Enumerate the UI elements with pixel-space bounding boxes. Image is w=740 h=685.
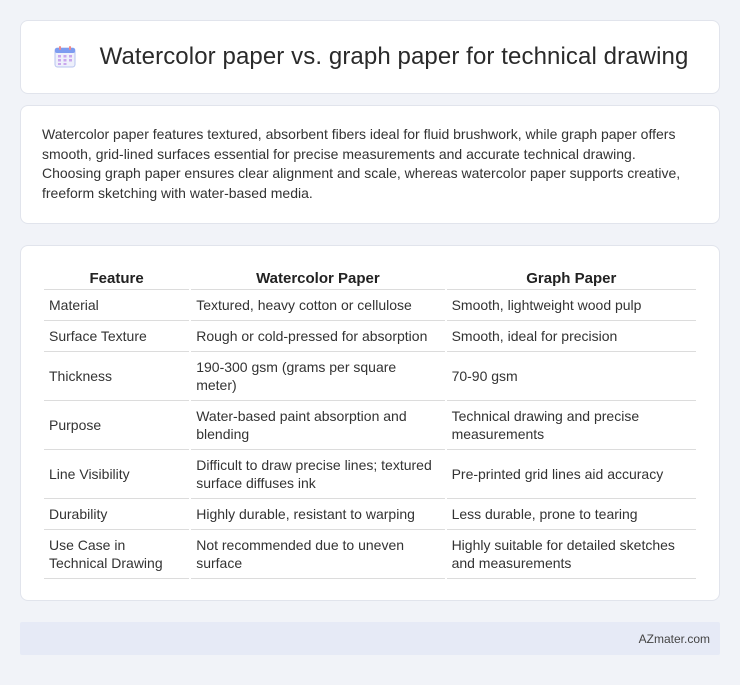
header-feature: Feature — [44, 268, 189, 290]
table-row — [44, 450, 696, 499]
table-row — [44, 321, 696, 352]
watercolor-cell: Water-based paint absorption and blending — [191, 401, 444, 450]
graph-cell: Smooth, ideal for precision — [447, 321, 696, 352]
footer-bar — [20, 622, 720, 655]
table-row — [44, 290, 696, 321]
graph-cell: Technical drawing and precise measurements — [447, 401, 696, 450]
header-graph-paper: Graph Paper — [447, 268, 696, 290]
feature-cell: Purpose — [44, 401, 189, 450]
comparison-card — [20, 245, 720, 601]
intro-paragraph: Watercolor paper features textured, absorbent fibers ideal for fluid brushwork, while graph paper offers smooth, grid-lined surfaces essential for precise measurements and accurate technical drawing. Choosing graph paper ensures clear alignment and scale, whereas watercolor paper supports creative, freeform sketching with water-based media. — [42, 126, 681, 201]
table-row — [44, 352, 696, 401]
header-watercolor-paper: Watercolor Paper — [191, 268, 444, 290]
comparison-table — [42, 268, 698, 579]
graph-cell: Pre-printed grid lines aid accuracy — [447, 450, 696, 499]
page-title: Watercolor paper vs. graph paper for technical drawing — [99, 43, 689, 70]
watercolor-cell: Highly durable, resistant to warping — [191, 499, 444, 530]
watercolor-cell: Textured, heavy cotton or cellulose — [191, 290, 444, 321]
feature-cell: Use Case in Technical Drawing — [44, 530, 189, 579]
table-row — [44, 401, 696, 450]
title-row — [21, 21, 719, 93]
table-row — [44, 530, 696, 579]
graph-cell: 70-90 gsm — [447, 352, 696, 401]
title-card — [20, 20, 720, 94]
footer-brand[interactable]: AZmater.com — [638, 631, 710, 646]
feature-cell: Thickness — [44, 352, 189, 401]
calendar-icon — [52, 44, 78, 70]
watercolor-cell: Difficult to draw precise lines; textured surface diffuses ink — [191, 450, 444, 499]
feature-cell: Line Visibility — [44, 450, 189, 499]
graph-cell: Less durable, prone to tearing — [447, 499, 696, 530]
graph-cell: Highly suitable for detailed sketches and measurements — [447, 530, 696, 579]
feature-cell: Durability — [44, 499, 189, 530]
intro-card — [20, 105, 720, 224]
feature-cell: Surface Texture — [44, 321, 189, 352]
watercolor-cell: Rough or cold-pressed for absorption — [191, 321, 444, 352]
feature-cell: Material — [44, 290, 189, 321]
table-header-row — [44, 268, 696, 290]
watercolor-cell: 190-300 gsm (grams per square meter) — [191, 352, 444, 401]
table-row — [44, 499, 696, 530]
watercolor-cell: Not recommended due to uneven surface — [191, 530, 444, 579]
graph-cell: Smooth, lightweight wood pulp — [447, 290, 696, 321]
